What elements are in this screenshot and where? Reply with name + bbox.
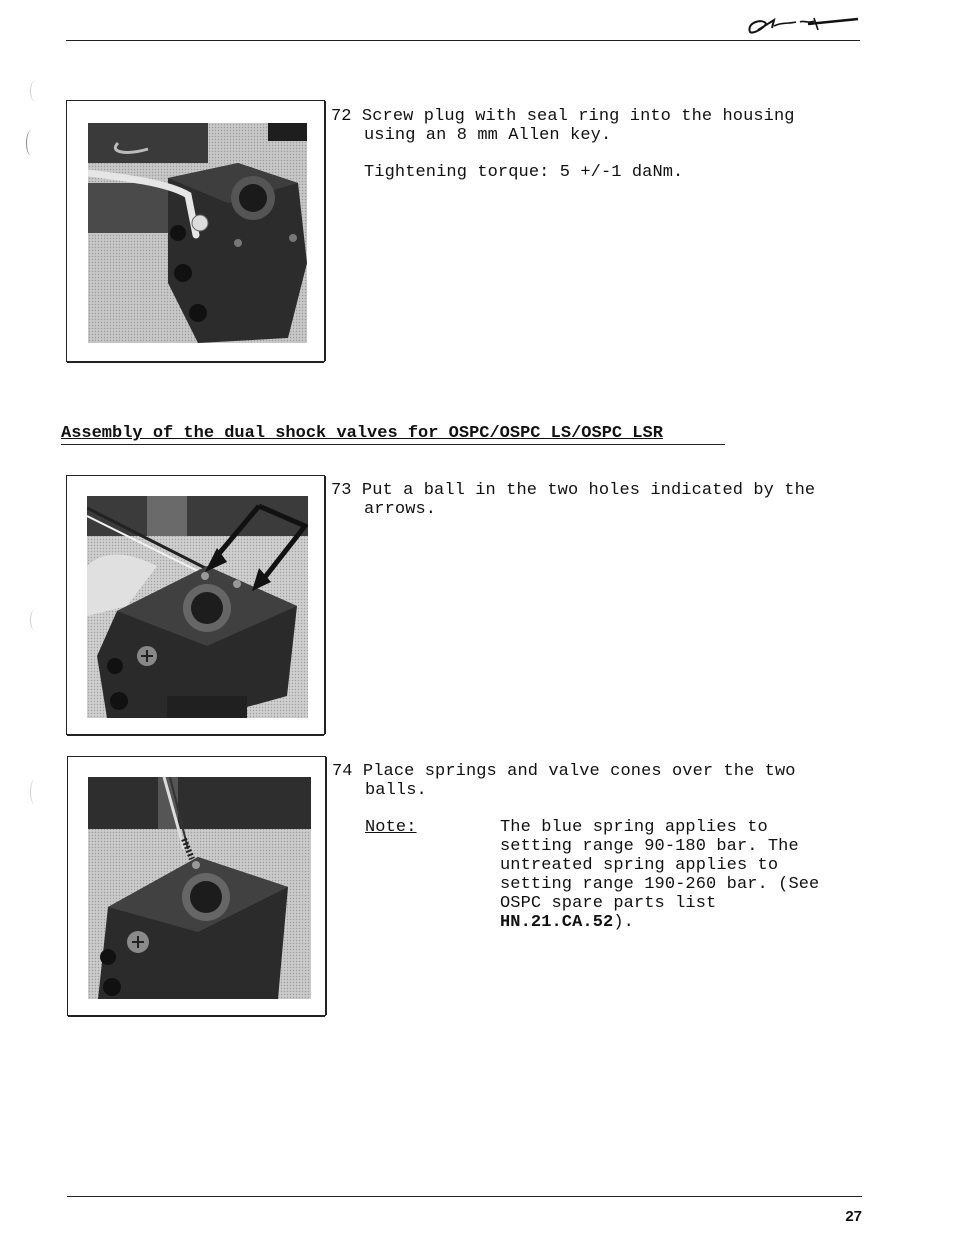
note-line: untreated spring applies to (500, 856, 779, 875)
step-74-number: 74 (332, 762, 353, 781)
note-line: The blue spring applies to (500, 818, 768, 837)
note-end: ). (613, 913, 634, 932)
scan-mark (30, 80, 41, 102)
page-number: 27 (845, 1208, 862, 1225)
step-72-number: 72 (331, 107, 352, 126)
scan-mark (30, 610, 39, 630)
step-72-photo (88, 123, 307, 343)
note-line: setting range 90-180 bar. The (500, 837, 799, 856)
step-74-photo-frame (67, 756, 326, 1016)
note-line: setting range 190-260 bar. (See (500, 875, 820, 894)
step-74-line1: Place springs and valve cones over the two (362, 762, 796, 781)
step-74-photo (88, 777, 311, 999)
footer-rule (67, 1196, 862, 1197)
step-72-torque: Tightening torque: 5 +/-1 daNm. (364, 163, 684, 182)
note-reference (500, 913, 634, 932)
spare-parts-ref: HN.21.CA.52 (500, 913, 614, 932)
header-rule (66, 40, 860, 41)
step-72-line2: using an 8 mm Allen key. (364, 126, 612, 145)
note-label: Note: (365, 818, 417, 837)
step-72-line1: Screw plug with seal ring into the housing (361, 107, 795, 126)
step-73-text (331, 481, 815, 500)
step-73-line2: arrows. (364, 500, 437, 519)
step-72-text (331, 107, 795, 126)
heading-rule (61, 444, 725, 445)
scan-mark (26, 130, 37, 156)
step-73-photo-frame (66, 475, 325, 735)
step-74-text (332, 762, 796, 781)
section-heading: Assembly of the dual shock valves for OSPC/OSPC LS/OSPC LSR (61, 424, 663, 443)
step-74-line2: balls. (365, 781, 427, 800)
signature-logo-icon (744, 8, 860, 38)
step-73-line1: Put a ball in the two holes indicated by the (361, 481, 816, 500)
step-73-number: 73 (331, 481, 352, 500)
step-72-photo-frame (66, 100, 325, 362)
step-73-photo (87, 496, 308, 718)
note-line: OSPC spare parts list (500, 894, 717, 913)
scan-mark (30, 780, 39, 804)
